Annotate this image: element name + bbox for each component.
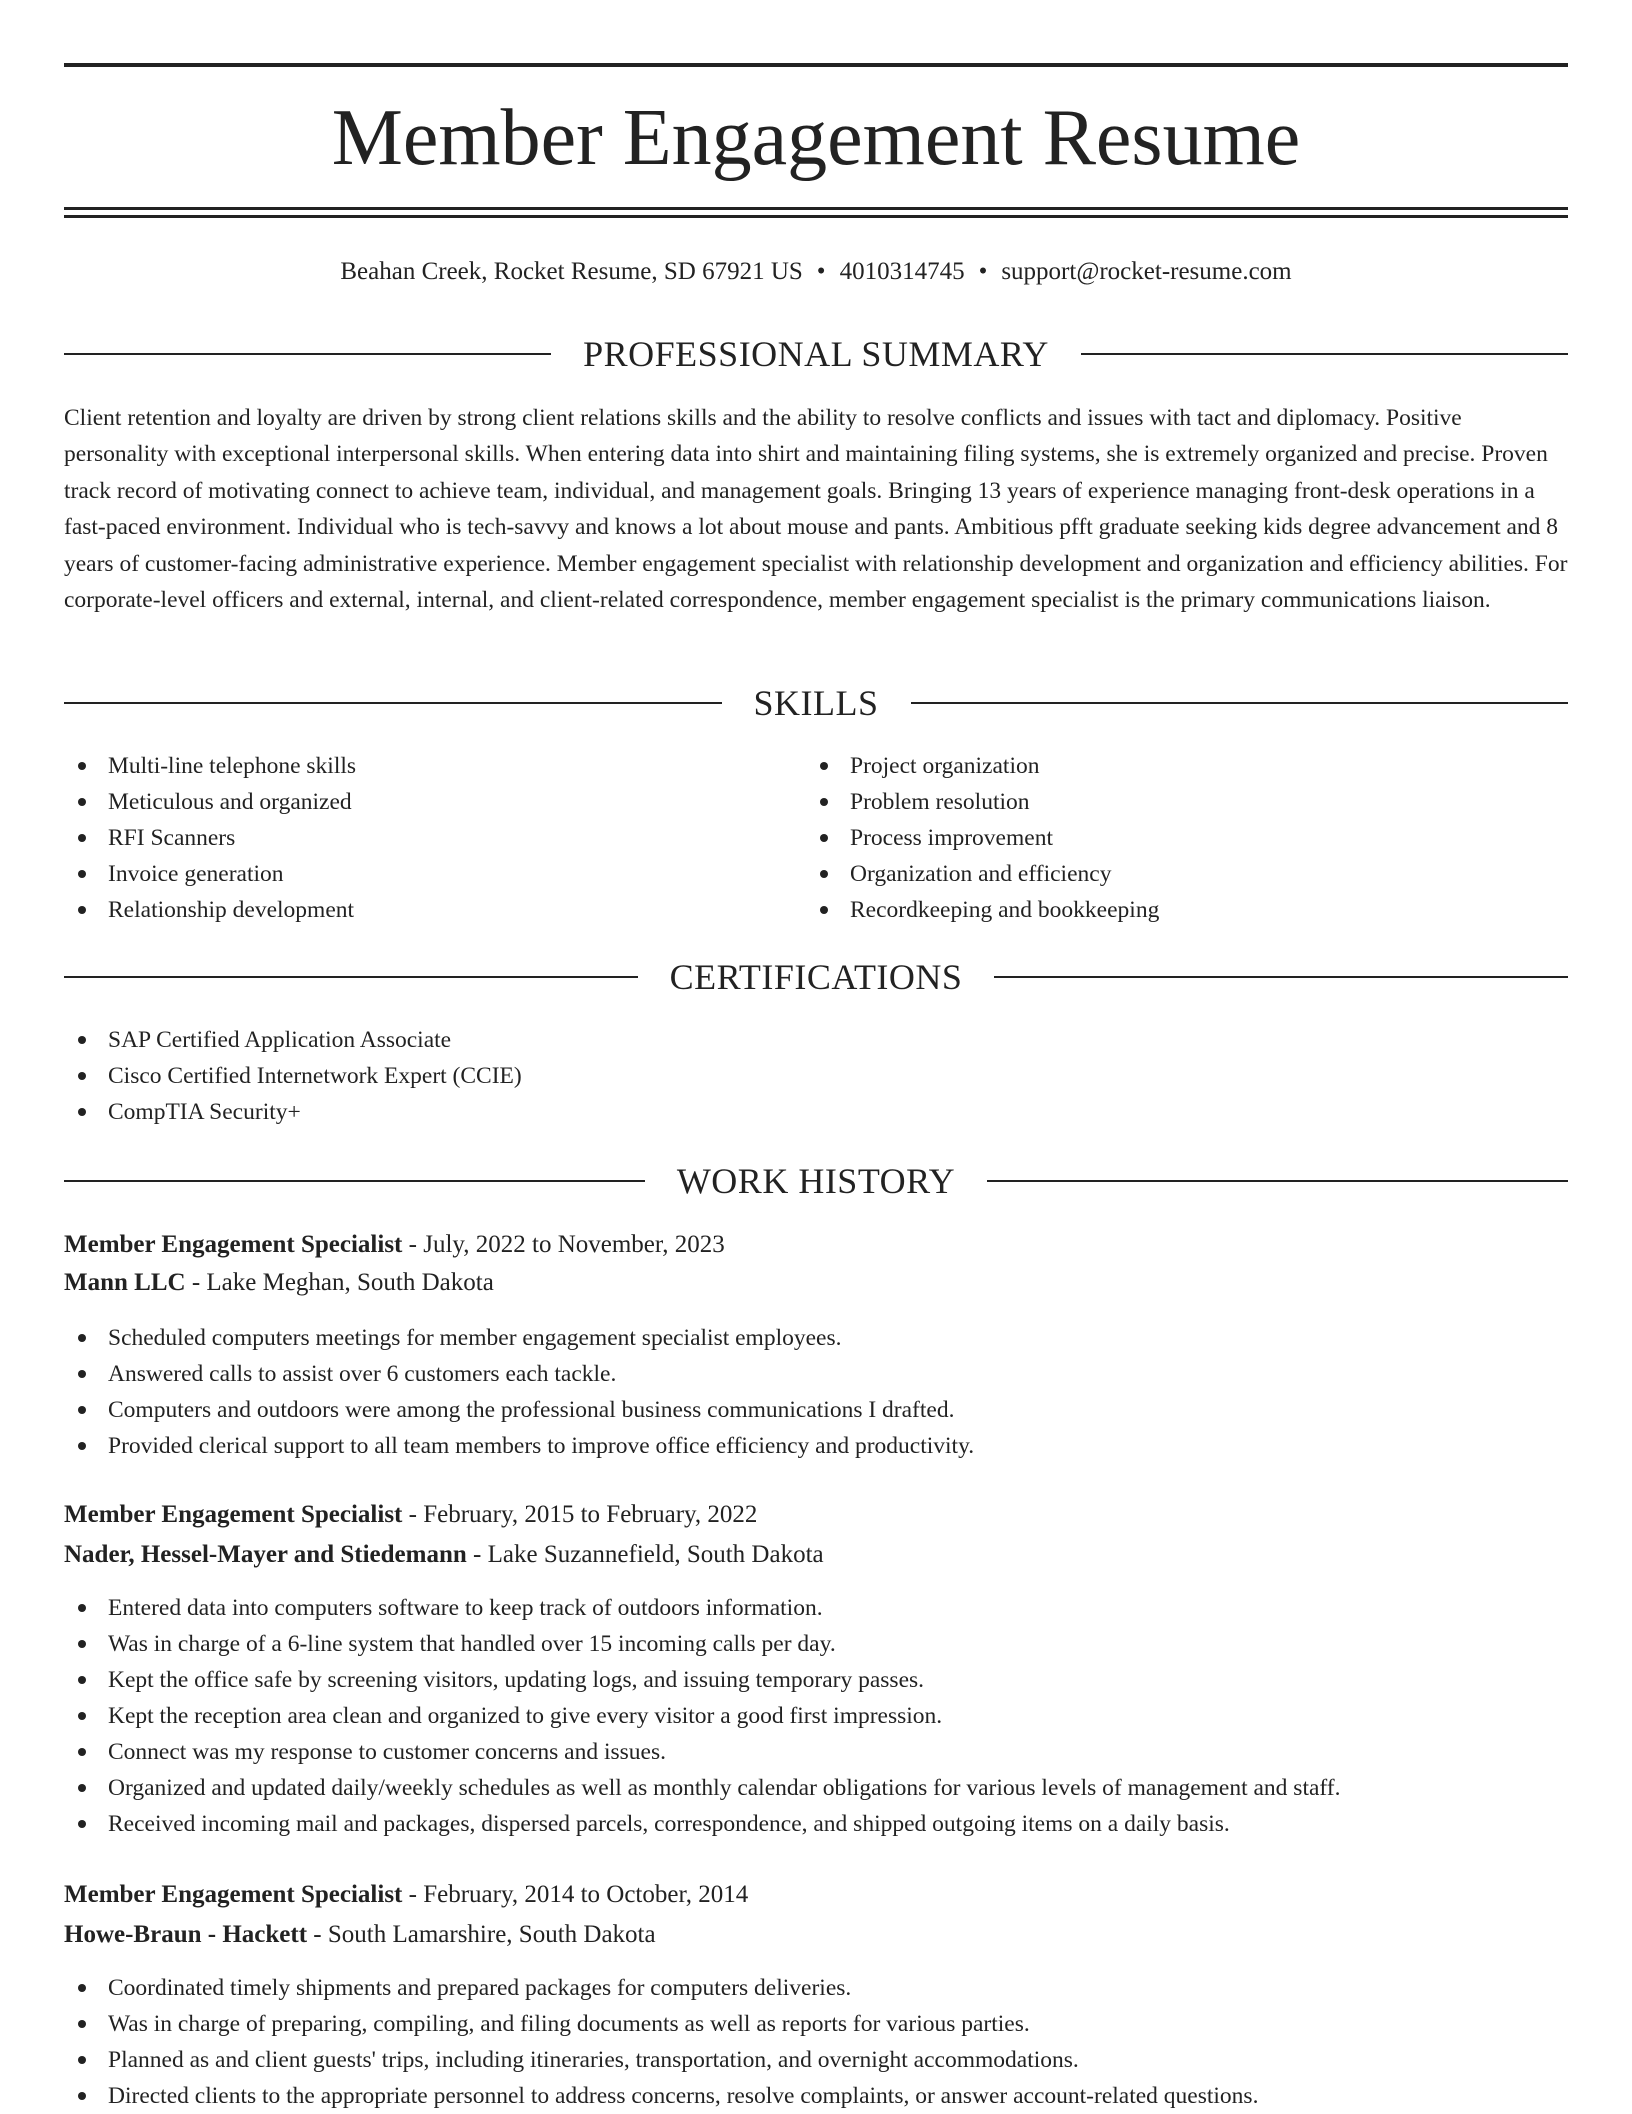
section-title: PROFESSIONAL SUMMARY bbox=[583, 334, 1049, 374]
job-bullet-item: Planned as and client guests' trips, including itineraries, transportation, and overnight accommodations. bbox=[64, 2042, 1258, 2078]
section-title: SKILLS bbox=[753, 683, 879, 723]
job-dates: - July, 2022 to November, 2023 bbox=[408, 1231, 725, 1258]
job-bullet-item: Kept the office safe by screening visitors, updating logs, and issuing temporary passes. bbox=[64, 1662, 1341, 1698]
resume-title: Member Engagement Resume bbox=[331, 94, 1301, 182]
certification-item: Cisco Certified Internetwork Expert (CCIE) bbox=[64, 1058, 522, 1094]
bullet-icon bbox=[78, 1036, 86, 1044]
job-title: Member Engagement Specialist bbox=[64, 1501, 403, 1528]
skill-item: RFI Scanners bbox=[64, 820, 356, 856]
job-location: - Lake Meghan, South Dakota bbox=[191, 1269, 494, 1296]
job-bullet-item: Answered calls to assist over 6 customers each tackle. bbox=[64, 1356, 974, 1392]
skill-item: Project organization bbox=[806, 748, 1159, 784]
job-dates: - February, 2014 to October, 2014 bbox=[408, 1881, 749, 1908]
job-bullet-item: Kept the reception area clean and organized to give every visitor a good first impression. bbox=[64, 1698, 1341, 1734]
bullet-icon bbox=[820, 834, 828, 842]
section-heading-summary bbox=[64, 334, 1568, 374]
contact-line bbox=[64, 256, 1568, 288]
bullet-icon bbox=[78, 870, 86, 878]
certification-item: SAP Certified Application Associate bbox=[64, 1022, 522, 1058]
skill-item: Multi-line telephone skills bbox=[64, 748, 356, 784]
contact-separator: • bbox=[978, 258, 988, 285]
title-rule-upper bbox=[64, 207, 1568, 210]
job-location: - South Lamarshire, South Dakota bbox=[313, 1921, 656, 1948]
job-dates: - February, 2015 to February, 2022 bbox=[408, 1501, 758, 1528]
heading-rule-left bbox=[64, 702, 722, 704]
skill-item: Invoice generation bbox=[64, 856, 356, 892]
bullet-icon bbox=[78, 1442, 86, 1450]
bullet-icon bbox=[78, 2056, 86, 2064]
job-bullet-item: Connect was my response to customer concerns and issues. bbox=[64, 1734, 1341, 1770]
bullet-icon bbox=[78, 1984, 86, 1992]
summary-text: Client retention and loyalty are driven by strong client relations skills and the ability to resolve conflicts and issues with tact and diplomacy. Positive personality with exceptional interpersonal skills. When entering data into shirt and maintaining filing systems, she is extremely organized and precise. Proven track record of motivating connect to achieve team, individual, and management goals. Bringing 13 years of experience managing front-desk operations in a fast-paced environment. Individual who is tech-savvy and knows a lot about mouse and pants. Ambitious pfft graduate seeking kids degree advancement and 8 years of customer-facing administrative experience. Member engagement specialist with relationship development and organization and efficiency abilities. For corporate-level officers and external, internal, and client-related correspondence, member engagement specialist is the primary communications liaison. bbox=[64, 405, 1568, 614]
skill-item: Problem resolution bbox=[806, 784, 1159, 820]
bullet-icon bbox=[78, 1820, 86, 1828]
bullet-icon bbox=[78, 1072, 86, 1080]
heading-rule-left bbox=[64, 976, 638, 978]
bullet-icon bbox=[78, 1370, 86, 1378]
job-bullets bbox=[64, 1970, 1258, 2114]
bullet-icon bbox=[78, 1676, 86, 1684]
job-company-line bbox=[64, 1266, 1568, 1300]
job-company: Nader, Hessel-Mayer and Stiedemann bbox=[64, 1541, 467, 1568]
job-bullet-item: Computers and outdoors were among the professional business communications I drafted. bbox=[64, 1392, 974, 1428]
section-title: WORK HISTORY bbox=[676, 1161, 956, 1201]
skill-item: Recordkeeping and bookkeeping bbox=[806, 892, 1159, 928]
certifications-list bbox=[64, 1022, 522, 1130]
certification-item: CompTIA Security+ bbox=[64, 1094, 522, 1130]
job-location: - Lake Suzannefield, South Dakota bbox=[473, 1541, 824, 1568]
bullet-icon bbox=[78, 906, 86, 914]
job-title-line bbox=[64, 1878, 1568, 1912]
contact-separator: • bbox=[816, 258, 826, 285]
section-heading-skills bbox=[64, 683, 1568, 723]
bullet-icon bbox=[78, 1406, 86, 1414]
heading-rule-right bbox=[1081, 353, 1568, 355]
job-company-line bbox=[64, 1538, 1568, 1572]
job-bullet-item: Directed clients to the appropriate personnel to address concerns, resolve complaints, or answer account-related questions. bbox=[64, 2078, 1258, 2114]
job-bullet-item: Received incoming mail and packages, dispersed parcels, correspondence, and shipped outgoing items on a daily basis. bbox=[64, 1806, 1341, 1842]
job-bullet-item: Was in charge of preparing, compiling, and filing documents as well as reports for various parties. bbox=[64, 2006, 1258, 2042]
heading-rule-right bbox=[911, 702, 1569, 704]
bullet-icon bbox=[78, 1604, 86, 1612]
bullet-icon bbox=[820, 798, 828, 806]
bullet-icon bbox=[78, 2020, 86, 2028]
contact-phone: 4010314745 bbox=[839, 258, 965, 285]
skill-item: Organization and efficiency bbox=[806, 856, 1159, 892]
bullet-icon bbox=[820, 906, 828, 914]
job-bullet-item: Scheduled computers meetings for member engagement specialist employees. bbox=[64, 1320, 974, 1356]
job-bullets bbox=[64, 1590, 1341, 1842]
bullet-icon bbox=[78, 1784, 86, 1792]
job-bullet-item: Provided clerical support to all team members to improve office efficiency and productivity. bbox=[64, 1428, 974, 1464]
bullet-icon bbox=[78, 1640, 86, 1648]
heading-rule-left bbox=[64, 1180, 645, 1182]
job-bullet-item: Organized and updated daily/weekly schedules as well as monthly calendar obligations for various levels of management and staff. bbox=[64, 1770, 1341, 1806]
section-heading-certifications bbox=[64, 957, 1568, 997]
heading-rule-right bbox=[987, 1180, 1568, 1182]
contact-address: Beahan Creek, Rocket Resume, SD 67921 US bbox=[340, 258, 803, 285]
bullet-icon bbox=[78, 1108, 86, 1116]
bullet-icon bbox=[78, 798, 86, 806]
bullet-icon bbox=[78, 2092, 86, 2100]
bullet-icon bbox=[78, 1748, 86, 1756]
top-rule bbox=[64, 63, 1568, 67]
title-rule-lower bbox=[64, 215, 1568, 218]
job-company: Mann LLC bbox=[64, 1269, 186, 1296]
job-bullet-item: Coordinated timely shipments and prepared packages for computers deliveries. bbox=[64, 1970, 1258, 2006]
contact-email: support@rocket-resume.com bbox=[1001, 258, 1292, 285]
section-heading-work-history bbox=[64, 1161, 1568, 1201]
job-company-line bbox=[64, 1918, 1568, 1952]
bullet-icon bbox=[78, 762, 86, 770]
skill-item: Relationship development bbox=[64, 892, 356, 928]
job-company: Howe-Braun - Hackett bbox=[64, 1921, 308, 1948]
bullet-icon bbox=[78, 1712, 86, 1720]
job-bullet-item: Was in charge of a 6-line system that handled over 15 incoming calls per day. bbox=[64, 1626, 1341, 1662]
skill-item: Process improvement bbox=[806, 820, 1159, 856]
job-title-line bbox=[64, 1228, 1568, 1262]
skill-item: Meticulous and organized bbox=[64, 784, 356, 820]
heading-rule-right bbox=[994, 976, 1568, 978]
job-title-line bbox=[64, 1498, 1568, 1532]
heading-rule-left bbox=[64, 353, 551, 355]
skills-list-right bbox=[806, 748, 1159, 928]
job-title: Member Engagement Specialist bbox=[64, 1881, 403, 1908]
bullet-icon bbox=[820, 762, 828, 770]
job-title: Member Engagement Specialist bbox=[64, 1231, 403, 1258]
job-bullets bbox=[64, 1320, 974, 1464]
bullet-icon bbox=[820, 870, 828, 878]
bullet-icon bbox=[78, 834, 86, 842]
bullet-icon bbox=[78, 1334, 86, 1342]
job-bullet-item: Entered data into computers software to keep track of outdoors information. bbox=[64, 1590, 1341, 1626]
section-title: CERTIFICATIONS bbox=[669, 957, 963, 997]
skills-list-left bbox=[64, 748, 356, 928]
